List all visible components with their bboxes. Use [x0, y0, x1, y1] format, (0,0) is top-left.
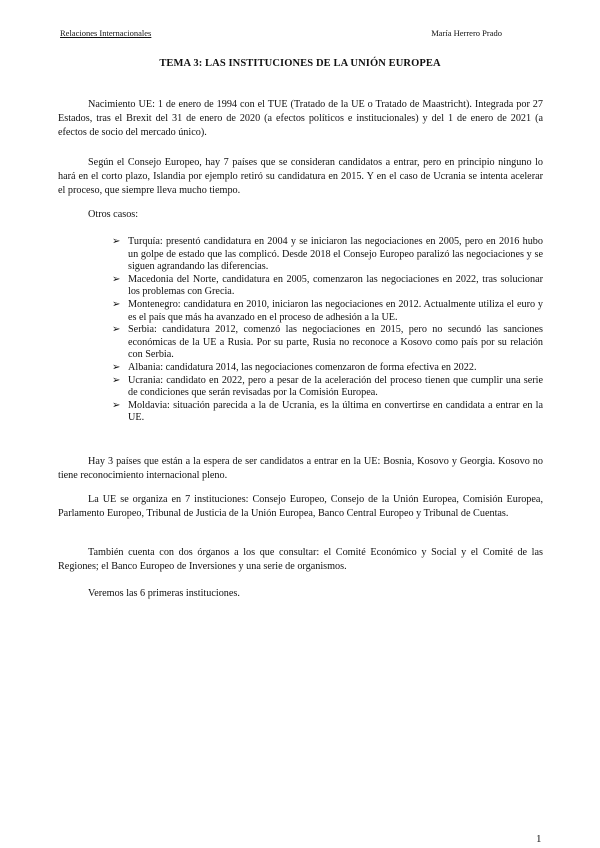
list-item [112, 400, 543, 425]
paragraph-text: La UE se organiza en 7 instituciones: Consejo Europeo, Consejo de la Unión Europea, Comisión Europea, Parlamento Europeo, Tribunal de Justicia de la Unión Europea, Banco Central Europeo y Tribunal de Cuentas. [58, 494, 543, 519]
page-number: 1 [536, 833, 542, 845]
paragraph-candidates [58, 156, 543, 198]
list-item [112, 299, 543, 324]
paragraph-eu-birth [58, 98, 543, 140]
list-item [112, 375, 543, 400]
arrow-bullet-icon: ➢ [112, 361, 121, 373]
header-course: Relaciones Internacionales [60, 28, 152, 38]
arrow-bullet-icon: ➢ [112, 298, 121, 310]
paragraph-bodies [58, 546, 543, 574]
paragraph-institutions [58, 493, 543, 521]
arrow-bullet-icon: ➢ [112, 273, 121, 285]
header-author: María Herrero Prado [431, 28, 502, 38]
case-text: Serbia: candidatura 2012, comenzó las negociaciones en 2015, pero no secundó las sanciones económicas de la UE a Rusia. Por su parte, Rusia no reconoce a Kosovo como país por su relación con Serbia. [128, 324, 543, 361]
page-header [60, 28, 540, 42]
paragraph-text: Nacimiento UE: 1 de enero de 1994 con el TUE (Tratado de la UE o Tratado de Maastricht). Integrada por 27 Estados, tras el Brexit del 31 de enero de 2020 (a efectos políticos e institucionales) y del 1 de enero de 2021 (a efectos de socio del mercado único). [58, 99, 543, 138]
arrow-bullet-icon: ➢ [112, 374, 121, 386]
arrow-bullet-icon: ➢ [112, 399, 121, 411]
paragraph-text: Hay 3 países que están a la espera de ser candidatos a entrar en la UE: Bosnia, Kosovo y Georgia. Kosovo no tiene reconocimiento internacional pleno. [58, 456, 543, 481]
paragraph-other-cases: Otros casos: [88, 209, 139, 220]
case-text: Albania: candidatura 2014, las negociaciones comenzaron de forma efectiva en 2022. [128, 361, 477, 373]
page-title: TEMA 3: LAS INSTITUCIONES DE LA UNIÓN EUROPEA [159, 58, 441, 69]
arrow-bullet-icon: ➢ [112, 236, 121, 247]
case-text: Moldavia: situación parecida a la de Ucrania, es la última en convertirse en candidata a entrar en la UE. [128, 399, 543, 424]
case-text: Turquía: presentó candidatura en 2004 y se iniciaron las negociaciones en 2005, pero en 2016 hubo un golpe de estado que las complicó. Desde 2018 el Consejo Europeo paralizó las negociaciones y se siguen agrandando las diferencias. [128, 236, 543, 273]
case-text: Montenegro: candidatura en 2010, iniciaron las negociaciones en 2012. Actualmente utiliza el euro y es el país que más ha avanzado en el proceso de adhesión a la UE. [128, 298, 543, 323]
cases-list [112, 236, 543, 425]
paragraph-text: Según el Consejo Europeo, hay 7 países que se consideran candidatos a entrar, pero en principio ninguno lo hará en el corto plazo, Islandia por ejemplo retiró su candidatura en 2015. Y en el caso de Ucrania se intenta acelerar el proceso, que siempre lleva mucho tiempo. [58, 157, 543, 196]
case-text: Macedonia del Norte, candidatura en 2005, comenzaron las negociaciones en 2022, tras solucionar los problemas con Grecia. [128, 273, 543, 298]
arrow-bullet-icon: ➢ [112, 324, 121, 336]
list-item [112, 236, 543, 274]
paragraph-closing: Veremos las 6 primeras instituciones. [88, 588, 240, 599]
list-item [112, 324, 543, 362]
list-item [112, 362, 543, 375]
case-text: Ucrania: candidato en 2022, pero a pesar de la aceleración del proceso tienen que cumplir una serie de condiciones que serán revisadas por la Comisión Europea. [128, 374, 543, 399]
paragraph-waiting-countries [58, 455, 543, 483]
list-item [112, 274, 543, 299]
paragraph-text: También cuenta con dos órganos a los que consultar: el Comité Económico y Social y el Comité de las Regiones; el Banco Europeo de Inversiones y una serie de organismos. [58, 547, 543, 572]
